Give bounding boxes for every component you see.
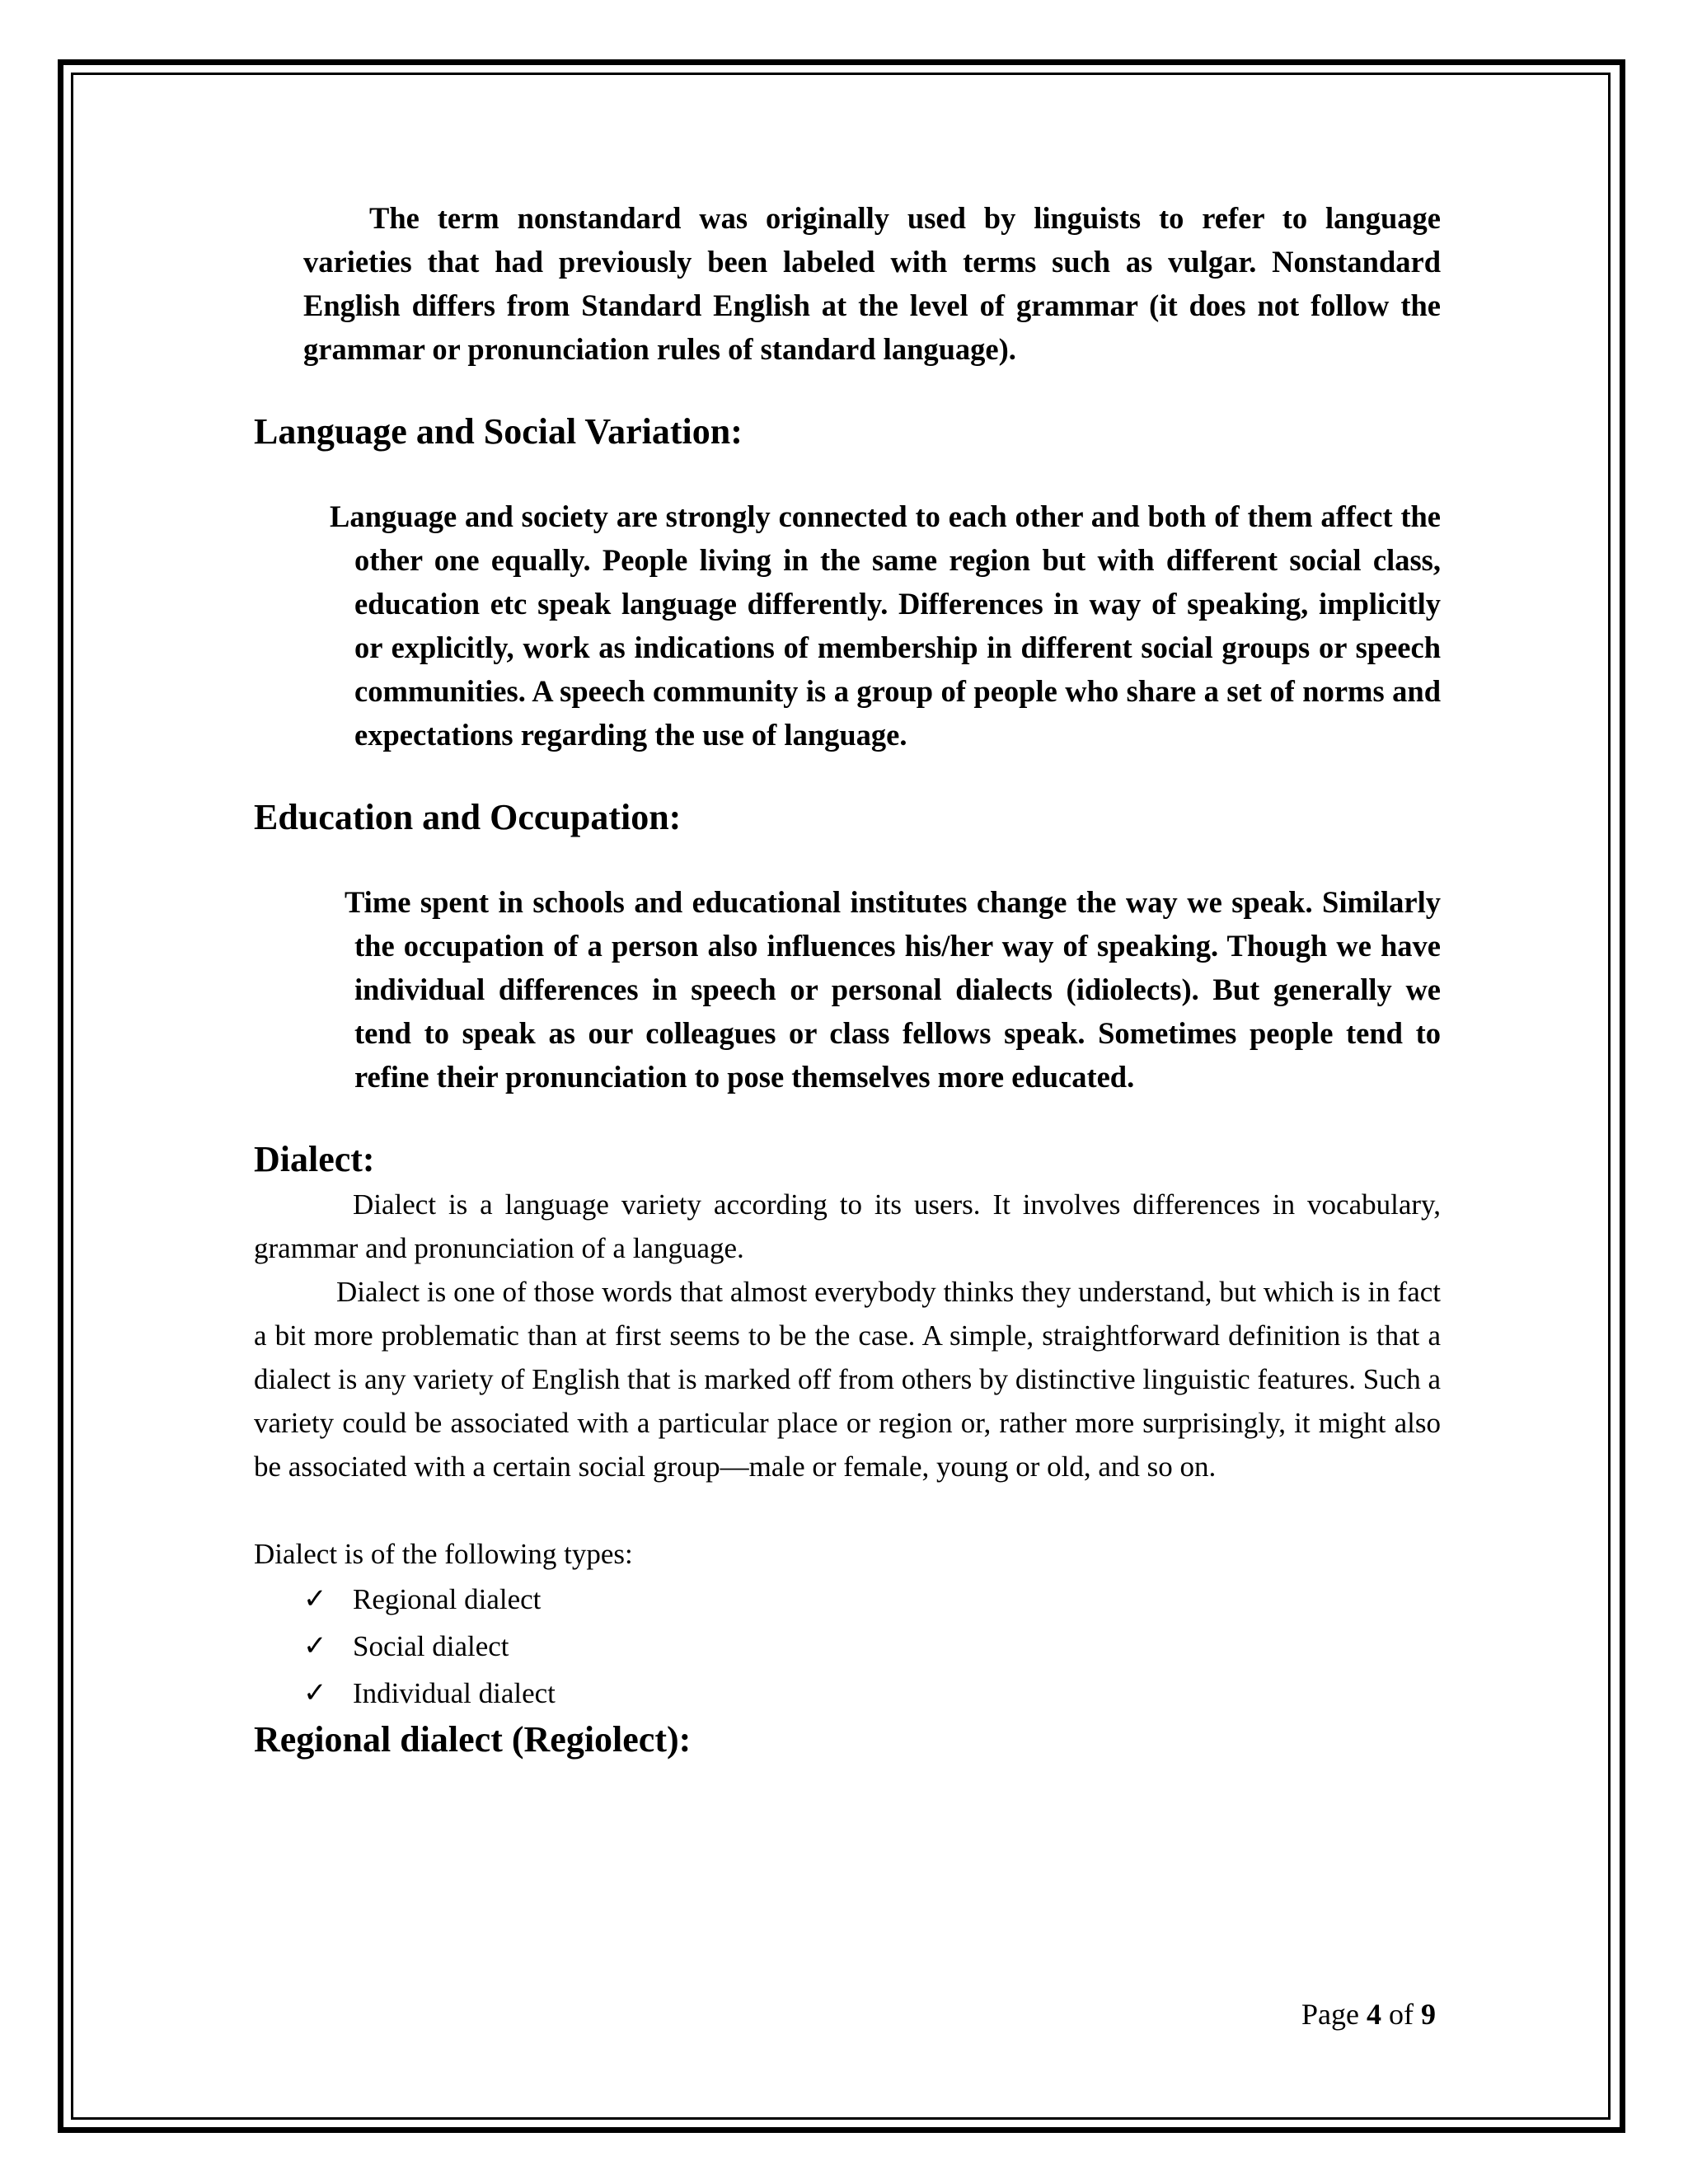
heading-dialect: Dialect:: [254, 1139, 375, 1179]
total-pages: 9: [1421, 1998, 1436, 2031]
current-page: 4: [1367, 1998, 1381, 2031]
page-content: [254, 196, 1441, 1763]
of-word: of: [1389, 1998, 1414, 2031]
checkmark-icon: ✓: [303, 1584, 327, 1615]
dialect-types-intro: Dialect is of the following types:: [254, 1538, 633, 1570]
list-item: [303, 1576, 1441, 1623]
list-item: [303, 1670, 1441, 1717]
checkmark-icon: ✓: [303, 1631, 327, 1661]
list-item-label: Regional dialect: [353, 1583, 542, 1615]
heading-social-variation: Language and Social Variation:: [254, 411, 743, 452]
page-word: Page: [1301, 1998, 1359, 2031]
social-variation-paragraph: Language and society are strongly connected to each other and both of them affect the other one equally. People living in the same region but with different social class, education etc speak language differently. Differences in way of speaking, implicitly or explicitly, work as indications of membership in different social groups or speech communities. A speech community is a group of people who share a set of norms and expectations regarding the use of language.: [330, 499, 1441, 752]
checkmark-icon: ✓: [303, 1678, 327, 1708]
dialect-paragraph-1: Dialect is a language variety according to its users. It involves differences in vocabulary, grammar and pronunciation of a language.: [254, 1188, 1441, 1264]
heading-education: Education and Occupation:: [254, 797, 682, 837]
dialect-types-list: [254, 1576, 1441, 1717]
page-number: [1301, 1994, 1436, 2034]
dialect-paragraph-2: Dialect is one of those words that almost everybody thinks they understand, but which is in fact a bit more problematic than at first seems to be the case. A simple, straightforward definition is that a dialect is any variety of English that is marked off from others by distinctive linguistic features. Such a variety could be associated with a particular place or region or, rather more surprisingly, it might also be associated with a certain social group—male or female, young or old, and so on.: [254, 1276, 1441, 1483]
intro-paragraph: The term nonstandard was originally used by linguists to refer to language varieties that had previously been labeled with terms such as vulgar. Nonstandard English differs from Standard English at the level of grammar (it does not follow the grammar or pronunciation rules of standard language).: [303, 201, 1441, 366]
list-item-label: Individual dialect: [353, 1677, 556, 1709]
heading-regional-dialect: Regional dialect (Regiolect):: [254, 1719, 692, 1760]
list-item-label: Social dialect: [353, 1630, 509, 1662]
list-item: [303, 1623, 1441, 1670]
education-paragraph: Time spent in schools and educational institutes change the way we speak. Similarly the occupation of a person also influences his/her way of speaking. Though we have individual differences in speech or personal dialects (idiolects). But generally we tend to speak as our colleagues or class fellows speak. Sometimes people tend to refine their pronunciation to pose themselves more educated.: [345, 885, 1441, 1094]
